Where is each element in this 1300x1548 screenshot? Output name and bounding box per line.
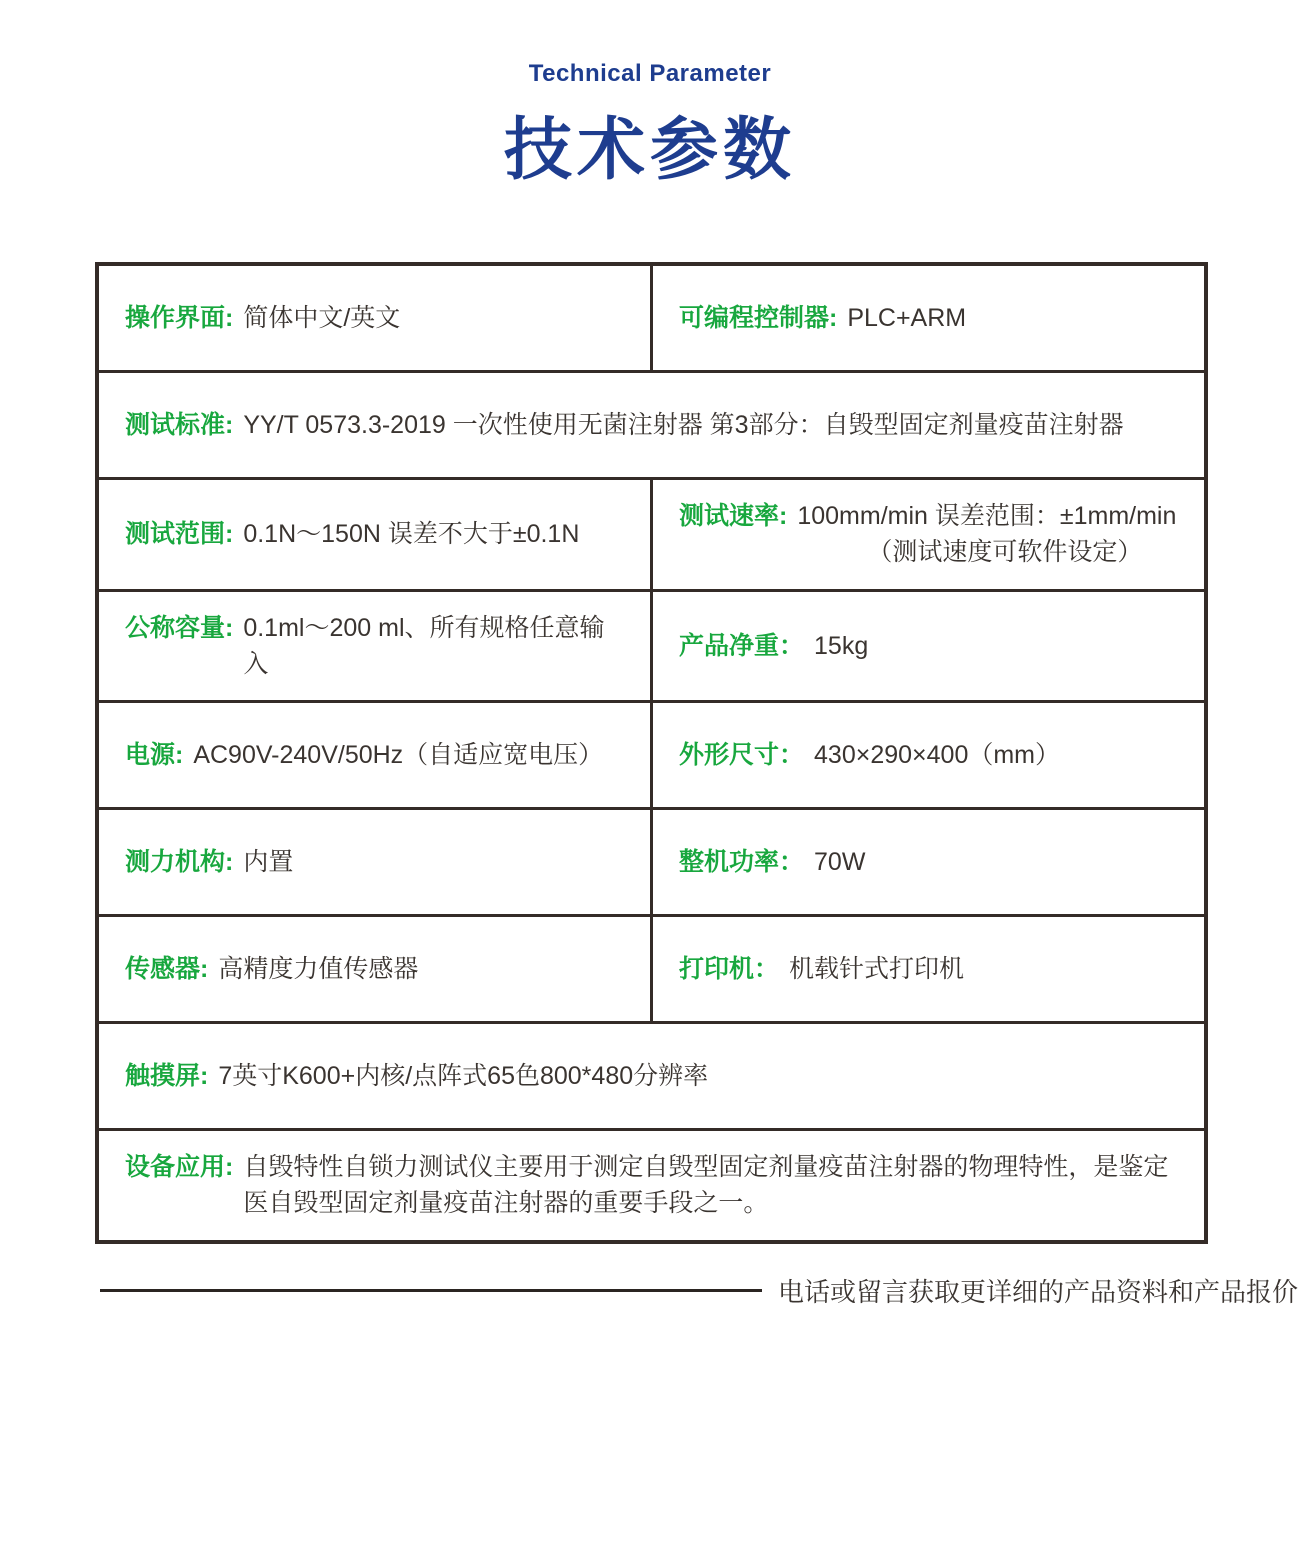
table-row	[99, 1021, 1204, 1128]
spec-label: 整机功率：	[679, 847, 805, 876]
spec-label: 电源:	[125, 740, 184, 769]
spec-label: 传感器:	[125, 954, 209, 983]
spec-label: 测试标准:	[125, 410, 234, 439]
spec-label: 测试范围:	[125, 520, 234, 549]
spec-value: 机载针式打印机	[789, 954, 965, 983]
spec-label: 测力机构:	[125, 847, 234, 876]
spec-cell-dimensions	[650, 703, 1204, 807]
header-subtitle-en: Technical Parameter	[528, 60, 772, 87]
page-header	[0, 60, 1300, 193]
spec-cell-power-supply	[99, 703, 650, 807]
spec-label: 打印机：	[679, 954, 780, 983]
spec-table	[95, 262, 1208, 1244]
spec-value: AC90V-240V/50Hz（自适应宽电压）	[193, 740, 604, 769]
spec-value: 高精度力值传感器	[218, 954, 419, 983]
page-title: 技术参数	[503, 112, 796, 188]
spec-label: 操作界面:	[125, 303, 234, 332]
spec-value: 7英寸K600+内核/点阵式65色800*480分辨率	[218, 1061, 709, 1090]
spec-label: 设备应用:	[125, 1153, 234, 1181]
spec-cell-nominal-capacity	[99, 592, 650, 701]
spec-value	[797, 498, 1176, 571]
spec-value-line2: （测试速度可软件设定）	[867, 538, 1143, 567]
spec-cell-operation-interface	[99, 266, 650, 370]
table-row	[99, 1128, 1204, 1240]
table-row	[99, 477, 1204, 589]
table-row	[99, 589, 1204, 701]
spec-cell-test-speed	[650, 480, 1204, 589]
spec-cell-programmable-controller	[650, 266, 1204, 370]
spec-value: 简体中文/英文	[243, 303, 401, 332]
spec-value: 0.1ml～200 ml、所有规格任意输入	[243, 613, 605, 678]
spec-value: PLC+ARM	[847, 303, 967, 332]
footer-divider-line	[100, 1289, 762, 1292]
spec-label: 产品净重：	[679, 631, 805, 660]
spec-cell-force-mechanism	[99, 810, 650, 914]
spec-value: YY/T 0573.3-2019 一次性使用无菌注射器 第3部分：自毁型固定剂量疫苗注射器	[243, 410, 1124, 439]
footer-note: 电话或留言获取更详细的产品资料和产品报价	[778, 1277, 1299, 1307]
spec-value: 430×290×400（mm）	[814, 740, 1060, 769]
spec-cell-net-weight	[650, 592, 1204, 701]
spec-cell-printer	[650, 917, 1204, 1021]
table-row	[99, 370, 1204, 477]
spec-cell-application	[99, 1131, 1204, 1240]
spec-value: 0.1N～150N 误差不大于±0.1N	[243, 520, 580, 549]
footer	[100, 1272, 1299, 1309]
spec-label: 测试速率:	[679, 502, 788, 530]
spec-value-line1: 100mm/min 误差范围：±1mm/min	[797, 502, 1177, 530]
table-row	[99, 266, 1204, 370]
spec-cell-test-range	[99, 480, 650, 589]
spec-value: 70W	[814, 847, 866, 876]
spec-cell-total-power	[650, 810, 1204, 914]
table-row	[99, 807, 1204, 914]
spec-cell-touch-screen	[99, 1024, 1204, 1128]
table-row	[99, 700, 1204, 807]
spec-value: 自毁特性自锁力测试仪主要用于测定自毁型固定剂量疫苗注射器的物理特性，是鉴定医自毁型固定剂量疫苗注射器的重要手段之一。	[243, 1153, 1169, 1218]
table-row	[99, 914, 1204, 1021]
spec-label: 公称容量:	[125, 613, 234, 642]
spec-label: 触摸屏:	[125, 1061, 209, 1090]
spec-label: 外形尺寸：	[679, 740, 805, 769]
spec-value: 内置	[243, 847, 294, 876]
spec-value: 15kg	[814, 631, 869, 660]
spec-cell-test-standard	[99, 373, 1204, 477]
spec-cell-sensor	[99, 917, 650, 1021]
spec-label: 可编程控制器:	[679, 303, 838, 332]
